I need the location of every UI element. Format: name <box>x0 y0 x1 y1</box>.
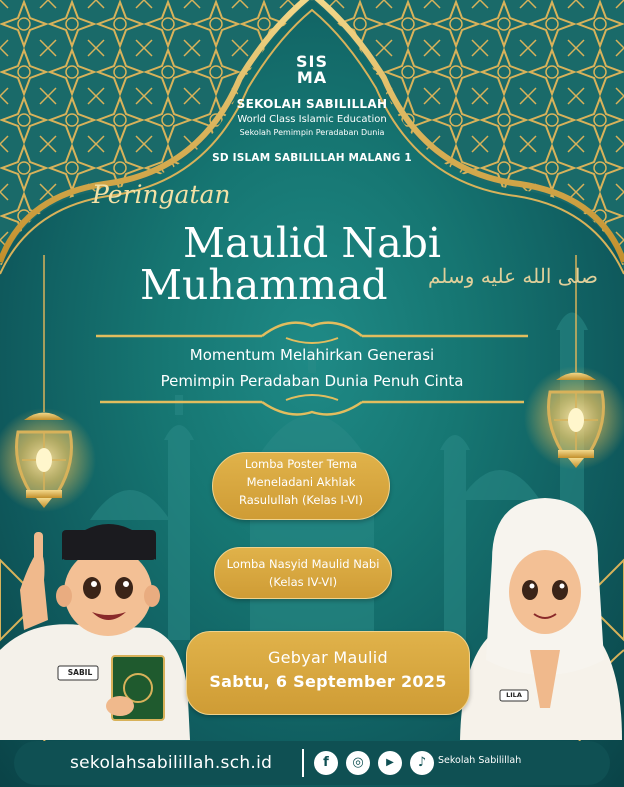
youtube-icon[interactable]: ▶ <box>378 751 402 775</box>
subtitle-line-2: Pemimpin Peradaban Dunia Penuh Cinta <box>160 372 464 390</box>
title-prefix: Peringatan <box>92 180 231 209</box>
boy-name-tag: SABIL <box>67 668 93 677</box>
event-date: Sabtu, 6 September 2025 <box>209 672 447 691</box>
competition-nasyid-line: (Kelas IV-VI) <box>268 575 338 589</box>
school-logo <box>288 54 336 90</box>
divider-bottom <box>100 395 524 414</box>
tiktok-icon[interactable]: ♪ <box>410 751 434 775</box>
girl-character <box>460 498 622 740</box>
school-tagline-2: Sekolah Pemimpin Peradaban Dunia <box>239 128 385 137</box>
school-name: SEKOLAH SABILILLAH <box>236 97 388 111</box>
salawat-calligraphy: صلى الله عليه وسلم <box>428 264 598 288</box>
competition-nasyid-badge <box>214 547 392 599</box>
instagram-icon[interactable]: ◎ <box>346 751 370 775</box>
school-tagline-1: World Class Islamic Education <box>237 114 387 125</box>
competition-poster-badge <box>212 452 390 520</box>
title-line-1: Maulid Nabi <box>182 219 441 267</box>
competition-poster-line: Lomba Poster Tema <box>244 457 358 471</box>
school-unit: SD ISLAM SABILILLAH MALANG 1 <box>212 152 412 164</box>
logo-text-top: SIS <box>296 52 328 71</box>
social-handle: Sekolah Sabilillah <box>438 755 522 766</box>
website-link[interactable]: sekolahsabilillah.sch.id <box>70 753 273 773</box>
competition-poster-line: Rasulullah (Kelas I-VI) <box>239 493 363 507</box>
event-name: Gebyar Maulid <box>267 648 389 667</box>
subtitle-line-1: Momentum Melahirkan Generasi <box>189 346 435 364</box>
facebook-icon[interactable]: f <box>314 751 338 775</box>
boy-character <box>0 524 190 740</box>
competition-poster-line: Meneladani Akhlak <box>246 475 356 489</box>
divider-top <box>96 323 528 343</box>
footer-bar <box>14 741 610 785</box>
event-badge <box>186 631 470 715</box>
title-line-2: Muhammad <box>140 261 388 309</box>
competition-nasyid-line: Lomba Nasyid Maulid Nabi <box>226 557 380 571</box>
footer-divider <box>302 749 304 777</box>
logo-text-bottom: MA <box>296 68 328 87</box>
girl-name-tag: LILA <box>506 691 522 699</box>
